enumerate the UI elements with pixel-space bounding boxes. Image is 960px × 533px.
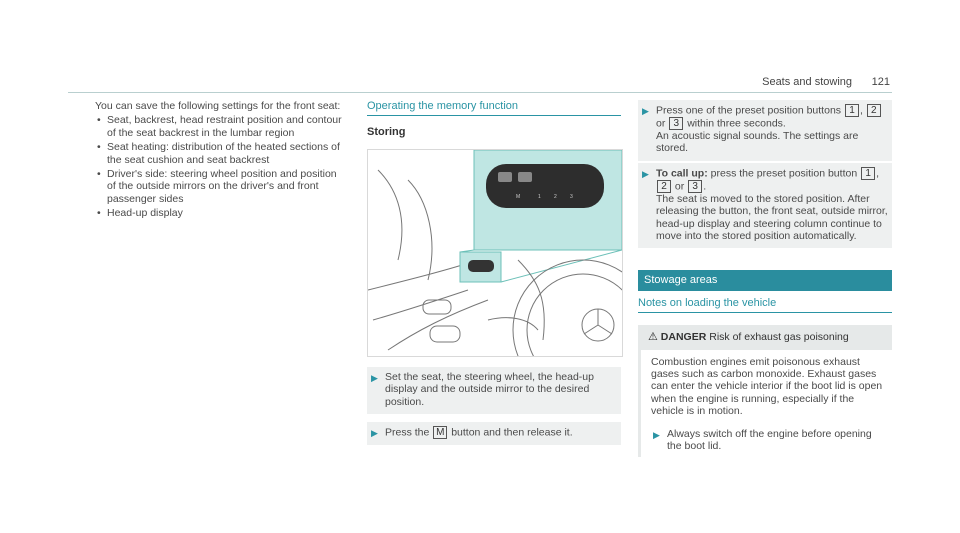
storing-heading: Storing	[367, 126, 406, 139]
column-left	[95, 100, 347, 220]
danger-header: ⚠ DANGER Risk of exhaust gas poisoning	[638, 325, 892, 349]
memory-function-heading: Operating the memory function	[367, 100, 621, 116]
danger-step: ▶ Always switch off the engine before opening the boot lid.	[653, 427, 872, 453]
arrow-icon: ▶	[371, 372, 378, 383]
arrow-icon: ▶	[642, 168, 649, 179]
step-call-up: ▶ To call up: press the preset position button 1 , 2 or 3 . The seat is moved to the stored position. After releasing the button, the front seat, outside mirror, head-up display and steering column continue to move into the stored position automatically.	[638, 163, 892, 249]
step-press-preset: ▶ Press one of the preset position buttons 1 , 2 or 3 within three seconds. An acoustic signal sounds. The settings are stored.	[638, 100, 892, 161]
page-number: 121	[871, 76, 890, 88]
preset-1-key-icon: 1	[845, 104, 859, 117]
column-middle	[367, 100, 621, 445]
danger-body	[638, 350, 892, 457]
memory-m-key-icon: M	[433, 426, 447, 439]
list-item: • Seat, backrest, head restraint position and contour of the seat backrest in the lumbar region	[97, 114, 342, 139]
memory-label-1: 1	[538, 193, 541, 200]
preset-3-key-icon: 3	[669, 117, 683, 130]
memory-label-2: 2	[554, 193, 557, 200]
preset-2-key-icon: 2	[867, 104, 881, 117]
memory-label-3: 3	[570, 193, 573, 200]
danger-text: Combustion engines emit poisonous exhaust gases such as carbon monoxide. Exhaust gases can enter the vehicle interior if the boot lid is open when the engine is running, especially if the vehicle is in motion.	[651, 355, 883, 418]
list-item: • Head-up display	[97, 207, 183, 220]
preset-3-key-icon: 3	[688, 180, 702, 193]
page-header	[68, 70, 892, 93]
column-right	[638, 100, 892, 457]
section-title: Seats and stowing	[762, 76, 852, 88]
preset-1-key-icon: 1	[861, 167, 875, 180]
step-press-m: ▶ Press the M button and then release it.	[367, 422, 621, 445]
list-item: • Seat heating: distribution of the heated sections of the seat cushion and seat backrest	[97, 141, 340, 166]
arrow-icon: ▶	[653, 429, 660, 440]
list-item: • Driver's side: steering wheel position and position of the outside mirrors on the driver's and front passenger sides	[97, 168, 337, 205]
call-up-note: The seat is moved to the stored position. After releasing the button, the front seat, outside mirror, head-up display and steering column continue to move into the stored position automatically.	[656, 192, 888, 243]
preset-2-key-icon: 2	[657, 180, 671, 193]
notes-loading-heading: Notes on loading the vehicle	[638, 297, 892, 313]
step-set-seat: ▶ Set the seat, the steering wheel, the head-up display and the outside mirror to the desired position.	[367, 367, 621, 414]
arrow-icon: ▶	[371, 428, 378, 439]
settings-list	[95, 114, 347, 219]
intro-text: You can save the following settings for the front seat:	[95, 100, 341, 112]
arrow-icon: ▶	[642, 106, 649, 116]
memory-label-m: M	[516, 193, 521, 200]
stowage-areas-bar: Stowage areas	[638, 270, 892, 290]
illustration-svg	[368, 150, 622, 356]
door-panel-illustration	[367, 149, 623, 357]
acoustic-note: An acoustic signal sounds. The settings are stored.	[656, 130, 859, 155]
warning-triangle-icon: ⚠	[648, 331, 658, 344]
